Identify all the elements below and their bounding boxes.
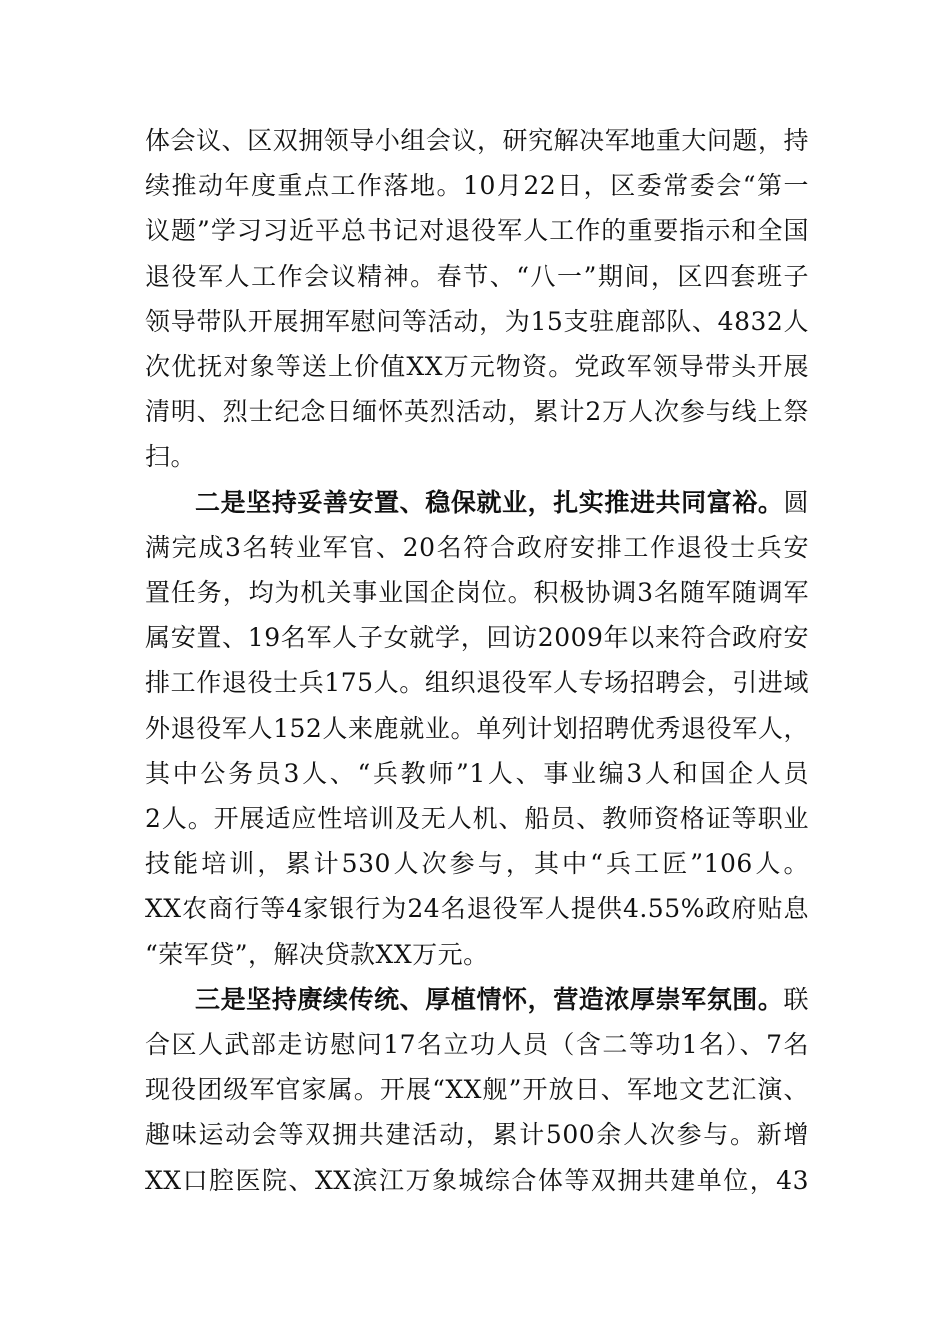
section-heading: 三是坚持赓续传统、厚植情怀，营造浓厚崇军氛围。 bbox=[195, 984, 784, 1014]
paragraph-3 bbox=[145, 977, 809, 1203]
text-line-first bbox=[145, 977, 809, 1022]
text-line: 合区人武部走访慰问17名立功人员（含二等功1名）、7名 bbox=[145, 1030, 809, 1060]
text-line: 其中公务员3人、“兵教师”1人、事业编3人和国企人员 bbox=[145, 758, 809, 788]
text-line: 体会议、区双拥领导小组会议，研究解决军地重大问题，持 bbox=[145, 126, 809, 155]
text-line: 续推动年度重点工作落地。10月22日，区委常委会“第一 bbox=[145, 171, 809, 201]
text-line: 技能培训，累计530人次参与，其中“兵工匠”106人。 bbox=[145, 849, 809, 879]
text-line: XX农商行等4家银行为24名退役军人提供4.55%政府贴息 bbox=[145, 894, 809, 924]
text-fragment: 圆 bbox=[783, 487, 809, 517]
text-line: 领导带队开展拥军慰问等活动，为15支驻鹿部队、4832人 bbox=[145, 306, 809, 336]
text-line: 退役军人工作会议精神。春节、“八一”期间，区四套班子 bbox=[145, 261, 809, 291]
text-line: 清明、烈士纪念日缅怀英烈活动，累计2万人次参与线上祭 bbox=[145, 397, 809, 427]
text-line: 外退役军人152人来鹿就业。单列计划招聘优秀退役军人， bbox=[145, 713, 809, 743]
paragraph-2 bbox=[145, 480, 809, 977]
document-body bbox=[145, 118, 809, 1203]
text-line-first bbox=[145, 480, 809, 525]
text-line: 现役团级军官家属。开展“XX舰”开放日、军地文艺汇演、 bbox=[145, 1075, 809, 1105]
text-line: 置任务，均为机关事业国企岗位。积极协调3名随军随调军 bbox=[145, 578, 809, 608]
text-line: 议题”学习习近平总书记对退役军人工作的重要指示和全国 bbox=[145, 216, 809, 246]
text-line: XX口腔医院、XX滨江万象城综合体等双拥共建单位，43 bbox=[145, 1165, 809, 1195]
text-line: 排工作退役士兵175人。组织退役军人专场招聘会，引进域 bbox=[145, 668, 809, 698]
text-line: 满完成3名转业军官、20名符合政府安排工作退役士兵安 bbox=[145, 532, 809, 562]
text-line: 趣味运动会等双拥共建活动，累计500余人次参与。新增 bbox=[145, 1120, 809, 1150]
text-line: “荣军贷”，解决贷款XX万元。 bbox=[145, 939, 489, 969]
text-line: 次优抚对象等送上价值XX万元物资。党政军领导带头开展 bbox=[145, 352, 809, 382]
section-heading: 二是坚持妥善安置、稳保就业，扎实推进共同富裕。 bbox=[195, 487, 784, 517]
text-line: 属安置、19名军人子女就学，回访2009年以来符合政府安 bbox=[145, 623, 809, 653]
text-line: 扫。 bbox=[145, 442, 197, 472]
text-fragment: 联 bbox=[783, 984, 809, 1014]
text-line: 2人。开展适应性培训及无人机、船员、教师资格证等职业 bbox=[145, 804, 809, 834]
paragraph-1 bbox=[145, 118, 809, 480]
